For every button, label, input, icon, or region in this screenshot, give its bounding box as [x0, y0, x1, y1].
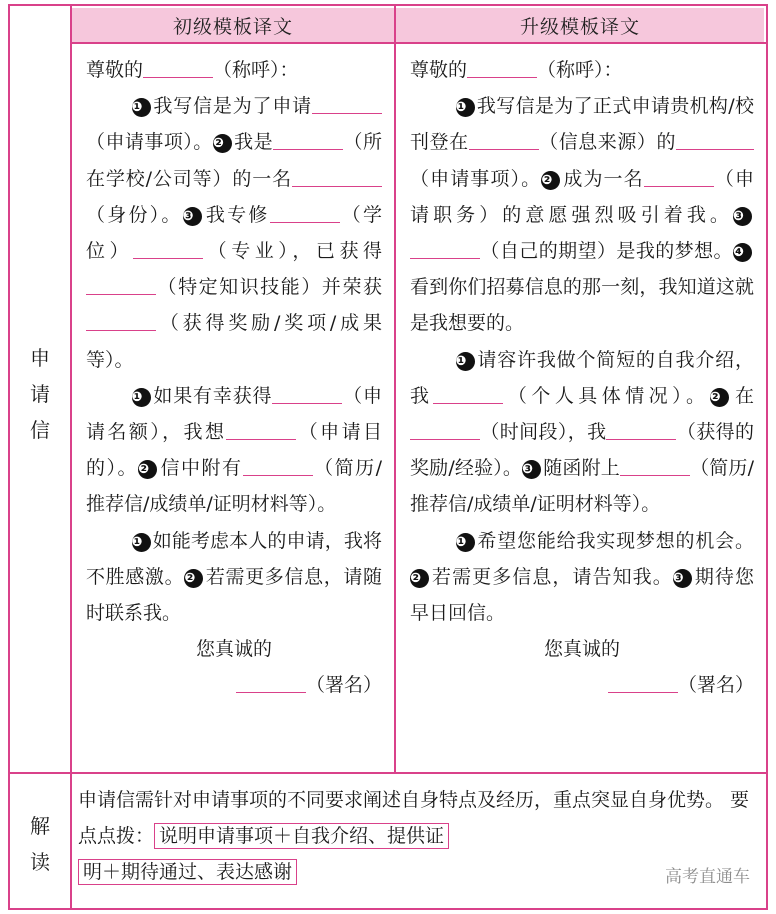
closing-salutation: 您真诚的 — [195, 638, 272, 661]
row-label-letter: 申 请 信 — [30, 346, 50, 442]
key-points-box-cont: 明＋期待通过、表达感谢 — [78, 859, 297, 885]
left-column-header: 初级模板译文 — [72, 8, 394, 42]
paragraph-closing: ❶ 希望您能给我实现梦想的机会。❷ 若需更多信息，请告知我。❸ 期待您早日回信。 — [410, 529, 754, 625]
basic-template-text — [86, 52, 382, 704]
signature-line: （署名） — [86, 667, 382, 703]
interpretation-text: 申请信需针对申请事项的不同要求阐述自身特点及经历，重点突显自身优势。 要点点拨： 说明申请事项＋自我介绍、提供证 明＋期待通过、表达感谢 — [78, 789, 750, 883]
key-points-box: 说明申请事项＋自我介绍、提供证 — [154, 823, 449, 849]
paragraph-self-intro: ❶ 请容许我做个简短的自我介绍，我 （个人具体情况）。❷ 在（时间段），我 （获得的奖励/经验）。❸ 随函附上 （简历/推荐信/成绩单/证明材料等）。 — [410, 348, 754, 516]
row-label-interp: 解 读 — [30, 814, 50, 874]
advanced-template-text — [410, 52, 754, 704]
paragraph-intro: ❶ 我写信是为了申请（申请事项）。❷ 我是 （所在学校/公司等）的一名（身份）。❸ 我专修 （学位） （专业），已获得（特定知识技能）并荣获（获得奖励/奖项/成果等）。 — [86, 95, 382, 371]
paragraph-intro: ❶ 我写信是为了正式申请贵机构/校刊登在 （信息来源）的（申请事项）。❷ 成为一名 （申请职务）的意愿强烈吸引着我。❸（自己的期望）是我的梦想。❹看到你们招募信息的那一刻，我知道这就是我想要的。 — [410, 95, 754, 335]
greeting-line: 尊敬的 （称呼）： — [410, 59, 623, 81]
paragraph-closing: ❶ 如能考虑本人的申请，我将不胜感激。❷ 若需更多信息，请随时联系我。 — [86, 529, 382, 625]
paragraph-purpose: ❶ 如果有幸获得 （申请名额），我想 （申请目的）。❷ 信中附有 （简历/推荐信/成绩单/证明材料等）。 — [86, 384, 382, 516]
signature-line: （署名） — [410, 667, 754, 703]
greeting-line: 尊敬的 （称呼）： — [86, 59, 299, 81]
watermark: 高考直通车 — [665, 867, 750, 887]
right-column-header: 升级模板译文 — [396, 8, 764, 42]
blank — [143, 58, 213, 78]
closing-salutation: 您真诚的 — [543, 638, 620, 661]
